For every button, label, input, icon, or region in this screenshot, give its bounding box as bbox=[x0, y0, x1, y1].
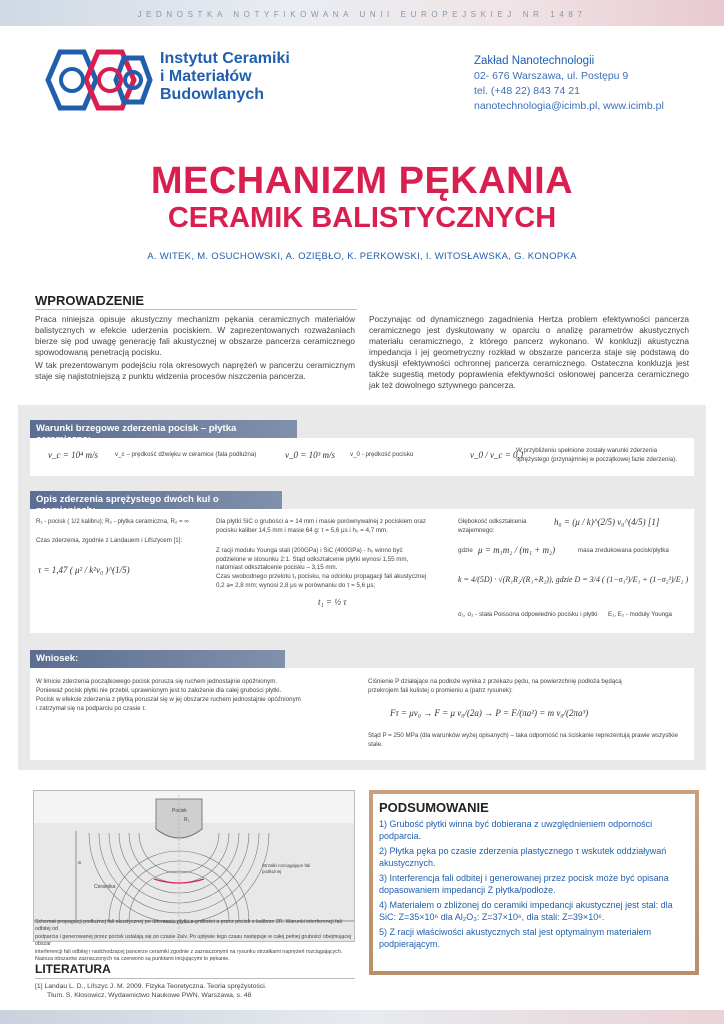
panel2-c1f: τ = 1,47 ( μ² / k²v₀ )^(1/5) bbox=[38, 565, 130, 575]
panel3-formula: Fτ = μv₀ → F = μ v₀/(2a) → P = F/(πa²) = m v₀/(2πa³) bbox=[390, 708, 589, 718]
literature-ref1: [1] Landau L. D., Lifszyc J. M. 2009. Fizyka Teoretyczna. Teoria sprężystości. bbox=[35, 983, 267, 990]
panel2-c3f3: k = 4/(5D) · √(R₁R₂/(R₁+R₂)), gdzie D = 3/4 ( (1−σ₁²)/E₁ + (1−σ₂²)/E₂ ) bbox=[458, 575, 689, 584]
intro-p1: Praca niniejsza opisuje akustyczny mechanizm pękania ceramicznych materiałów balistycznych w efekcie uderzenia pociskiem. W zaprezentowanych rozważaniach bierze się pod uwagę generację fali akustycznej w obszarze pancerza ceramicznego spowodowaną penetracją pocisku. bbox=[35, 314, 355, 357]
panel3-l1: W limicie zderzenia początkowego pocisk porusza się ruchem jednostajnie opóźnionym. bbox=[36, 678, 278, 685]
figure-label-r: R₁ bbox=[184, 817, 190, 823]
panel3-r3: Stąd P = 250 MPa (dla warunków wyżej opisanych) – taka odporność na ściskanie reprezentują prawie wszystkie stale. bbox=[368, 732, 678, 748]
top-banner-text: JEDNOSTKA NOTYFIKOWANA UNII EUROPEJSKIEJ NR 1487 bbox=[137, 10, 587, 19]
panel3-l2: Ponieważ pocisk płytki nie przebił, uprawnionym jest to założenie dla całej grubości płytki. bbox=[36, 687, 282, 694]
divider bbox=[35, 309, 357, 310]
contact-dept: Zakład Nanotechnologii bbox=[474, 55, 595, 67]
figure-caption-4: Nazoza obszarów zaznaczonych na czerwono są punktami inicjującymi to pękanie. bbox=[35, 956, 230, 963]
panel2-title: Opis zderzenia sprężystego dwóch kul o bbox=[30, 491, 282, 509]
panel1-desc3: W przybliżeniu spełnione zostały warunki zderzenia sprężystego (przynajmniej w początkowej fazie zderzenia). bbox=[516, 447, 677, 463]
panel1 bbox=[30, 438, 694, 476]
contact-address: 02- 676 Warszawa, ul. Postępu 9 bbox=[474, 70, 629, 82]
contact-block bbox=[474, 54, 714, 114]
institute-name-line2: i Materiałów bbox=[160, 68, 252, 85]
summary-inner bbox=[373, 794, 695, 971]
authors: A. WITEK, M. OSUCHOWSKI, A. OZIĘBŁO, K. PERKOWSKI, I. WITOSŁAWSKA, G. KONOPKA bbox=[147, 251, 577, 262]
bottom-banner bbox=[0, 1010, 724, 1024]
figure-caption-1: Schemat propagacji podłużnej fali akustycznej po uderzeniu płytki o grubości a przez pocisk o kalibrze 2R. Warunki interferencji fali odbitej od bbox=[35, 919, 342, 933]
panel2 bbox=[30, 509, 694, 633]
summary-item: 4) Materiałem o zbliżonej do ceramiki impedancji akustycznej jest stal: dla SiC: Z=35×10⁶ dla Al₂O₃: Z=37×10⁶, dla stali: Z=39×10⁶. bbox=[379, 900, 673, 922]
institute-name-line3: Budowlanych bbox=[160, 86, 265, 103]
contact-email[interactable]: nanotechnologia@icimb.pl, www.icimb.pl bbox=[474, 100, 664, 112]
panel3-r1: Ciśnienie P działające na podłoże wynika z przekazu pędu, na powierzchnię podłoża będącą bbox=[368, 678, 622, 685]
intro-p2: W tak prezentowanym podejściu rola okresowych naprężeń w pancerzu ceramicznym staje się najistotniejszą z punktu widzenia procesów niszczenia pancerza. bbox=[35, 360, 355, 381]
literature bbox=[35, 962, 355, 1000]
figure-label-waves: Strzałki rozciągające fali podłużnej bbox=[262, 863, 311, 874]
summary-item: 1) Grubość płytki winna być dobierana z uwzględnieniem odporności podparcia. bbox=[379, 819, 653, 841]
panel2-c2c: Czas swobodnego przelotu t₁ pocisku, na odcinku propagacji fali akustycznej 0,2 a= 2,8 mm; wynosi 2,8 μs w porównaniu do τ = 5,6 μs; bbox=[216, 573, 427, 589]
panel3-l4: i zatrzymał się na podparciu po czasie τ. bbox=[36, 705, 147, 712]
panel2-c3a: Głębokość odkształcenia wzajemnego: bbox=[458, 518, 527, 534]
institute-name-line1: Instytut Ceramiki bbox=[160, 50, 290, 67]
figure-label-a: a bbox=[78, 860, 81, 866]
institute-logo bbox=[38, 44, 158, 116]
panel3-title: Wniosek: bbox=[30, 650, 285, 668]
panel2-c3f1: h₀ = (μ / k)^(2/5) v₀^(4/5) [1] bbox=[554, 517, 660, 527]
panel3 bbox=[30, 668, 694, 760]
panel1-formula2: v_0 = 10³ m/s bbox=[285, 450, 336, 460]
panel2-c3f2: μ = m₁m₂ / (m₁ + m₂) bbox=[478, 545, 556, 555]
panel2-c3c: masa zredukowana pocisk/płytka bbox=[578, 547, 669, 554]
figure-caption-2: podparcia i generowanej przez pocisk ustalają się po czasie 2a/v. Po upływie tego czasu następuje w całej pełnej grubości obejmującej obszar bbox=[35, 933, 352, 948]
panel1-formula3: v_0 / v_c = 0,1 bbox=[470, 450, 525, 460]
panel3-r2: przekrojem fali kulistej o promieniu a (patrz rysunek): bbox=[368, 687, 513, 694]
divider bbox=[35, 978, 355, 979]
summary-box bbox=[369, 790, 699, 975]
figure-label-ceramic: Ceramika bbox=[94, 884, 116, 890]
panel1-desc1: v_c – prędkość dźwięku w ceramice (fala podłużna) bbox=[115, 451, 257, 458]
contact-phone: tel. (+48 22) 843 74 21 bbox=[474, 85, 580, 97]
panel1-desc2: v_0 - prędkość pocisku bbox=[350, 451, 414, 458]
panel1-formula1: v_c = 10⁴ m/s bbox=[48, 450, 98, 460]
summary-heading: PODSUMOWANIE bbox=[379, 800, 489, 815]
summary-item: 3) Interferencja fali odbitej i generowanej przez pocisk może być opisana dopasowaniem impedancji Z płytka/podłoże. bbox=[379, 873, 669, 895]
panel2-c1b: Czas zderzenia, zgodnie z Landauem i Lifszycem [1]: bbox=[36, 537, 183, 544]
summary-item: 5) Z racji właściwości akustycznych stal jest optymalnym materiałem podpierającym. bbox=[379, 927, 652, 949]
panel3-l3: Pocisk w efekcie zderzenia z płytką poruszał się w jej obszarze ruchem jednostajnie opóźnionym bbox=[36, 696, 301, 703]
summary-item: 2) Płytka pęka po czasie zderzenia plastycznego τ wskutek oddziaływań akustycznych. bbox=[379, 846, 667, 868]
panel2-c2a: Dla płytki SiC o grubości a = 14 mm i masie porównywalnej z pociskiem oraz pocisku kaliber 14,5 mm i masie 64 g: τ = 5,6 μs i h₀ = 4,7 mm. bbox=[216, 518, 426, 534]
panel2-c2f: t₁ = ½ τ bbox=[318, 597, 347, 607]
panel2-c3b: gdzie bbox=[458, 547, 473, 554]
literature-ref1-publisher: Tłum. S. Kłosowicz, Wydawnictwo Naukowe PWN, Warszawa, s. 48 bbox=[47, 992, 252, 999]
panel2-c3d: σ₁, σ₂ - stała Poissona odpowiednio pocisku i płytki bbox=[458, 611, 598, 618]
panel1-title: Warunki brzegowe zderzenia pocisk – płytka bbox=[30, 420, 297, 438]
title-line1: MECHANIZM PĘKANIA bbox=[150, 160, 574, 202]
figure-caption-3: interferencji fali odbitej i nadchodzącej pancerze ceramiki zgodnie z zaznaczonymi na rysunku strzałkami naprężeń rozciągających. bbox=[35, 948, 343, 955]
literature-heading: LITERATURA bbox=[35, 962, 111, 976]
panel2-c3e: E₁, E₂ - moduły Younga bbox=[608, 611, 672, 618]
summary-list bbox=[379, 818, 687, 950]
figure-caption bbox=[35, 919, 355, 963]
figure-label-bullet: Pocisk bbox=[172, 808, 187, 814]
intro-heading: WPROWADZENIE bbox=[35, 293, 145, 308]
intro-p3: Poczynając od dynamicznego zagadnienia Hertza problem efektywności pancerza ceramicznego jest dyskutowany w oparciu o analizę parametrów akustycznych materiału ceramicznego, z którego pancerz wykonano. W konkluzji akustyczna impedancja i jej geometryczny rozkład w obszarze pancerza staje się podstawą do dyskusji efektywności ochronnej pancerza ceramicznego. Ostateczna konkluzja jest także sugestią metody poprawienia efektywności osłonowej pancerza ceramicznego jak też dowolnego sztywnego pancerza. bbox=[369, 314, 689, 390]
institute-name bbox=[160, 50, 320, 104]
panel2-c1a: R₁ - pocisk ( 1/2 kalibru); R₂ - płytka ceramiczna, R₂ = ∞ bbox=[36, 518, 189, 525]
title-line2: CERAMIK BALISTYCZNYCH bbox=[167, 202, 557, 234]
panel2-c2b: Z racji modułu Younga stali (200GPa) i SiC (400GPa) - h₀ winno być podzielone w stosunku 2:1. Stąd odkształcenie płytki wynosi 1,55 mm, natomiast odkształcenie pocisku – 3,15 mm. bbox=[216, 547, 409, 571]
